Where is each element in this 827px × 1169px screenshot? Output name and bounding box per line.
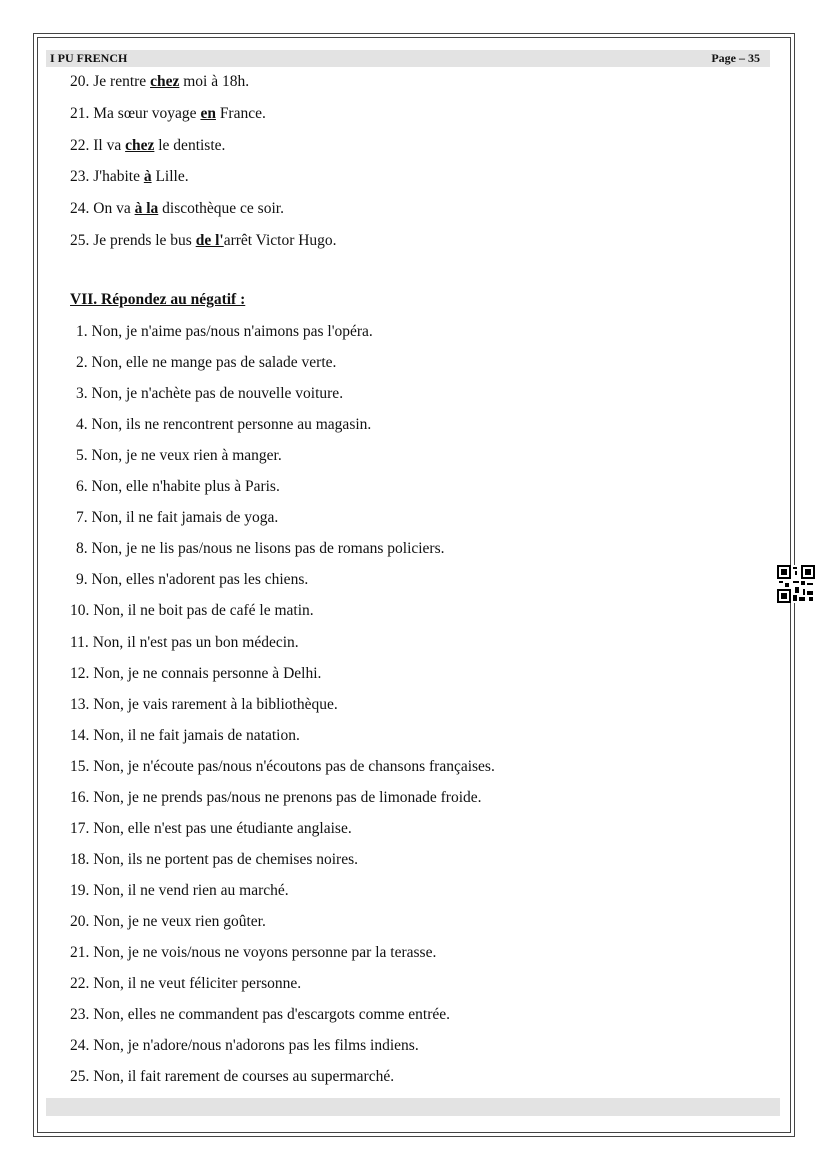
answer-line bbox=[70, 881, 289, 901]
section-heading: VII. Répondez au négatif : bbox=[70, 291, 246, 308]
answer-line bbox=[76, 322, 373, 342]
answer-line bbox=[70, 943, 436, 963]
item-number: 22. bbox=[70, 136, 90, 154]
answer-text: Non, je ne veux rien goûter. bbox=[93, 912, 266, 930]
item-number: 10. bbox=[70, 602, 90, 620]
prev-answer-line bbox=[70, 199, 284, 219]
preposition-answer: en bbox=[200, 104, 216, 122]
answer-line bbox=[76, 353, 336, 373]
answer-line bbox=[76, 446, 282, 466]
line-text: le dentiste. bbox=[154, 136, 226, 154]
line-text: discothèque ce soir. bbox=[158, 200, 284, 218]
item-number: 24. bbox=[70, 200, 90, 218]
answer-line bbox=[70, 819, 352, 839]
item-number: 25. bbox=[70, 232, 90, 249]
item-number: 8. bbox=[76, 540, 88, 558]
item-number: 20. bbox=[70, 73, 90, 90]
answer-line bbox=[76, 477, 280, 497]
answer-text: Non, ils ne rencontrent personne au magasin. bbox=[91, 416, 372, 434]
line-text: arrêt Victor Hugo. bbox=[223, 232, 337, 249]
line-text: J'habite bbox=[93, 168, 144, 186]
answer-text: Non, elles ne commandent pas d'escargots comme entrée. bbox=[93, 1006, 450, 1024]
line-text: On va bbox=[93, 200, 135, 218]
preposition-answer: chez bbox=[125, 136, 155, 154]
line-text: Il va bbox=[93, 136, 126, 154]
answer-text: Non, je ne connais personne à Delhi. bbox=[93, 664, 322, 682]
answer-text: Non, elle ne mange pas de salade verte. bbox=[91, 354, 337, 372]
header-bar bbox=[46, 50, 770, 67]
answer-text: Non, je ne lis pas/nous ne lisons pas de romans policiers. bbox=[91, 540, 445, 558]
item-number: 15. bbox=[70, 757, 90, 775]
page-number: Page – 35 bbox=[711, 51, 760, 65]
answer-text: Non, ils ne portent pas de chemises noires. bbox=[93, 850, 358, 868]
line-text: Lille. bbox=[151, 168, 189, 186]
answer-line bbox=[70, 1036, 419, 1056]
preposition-answer: chez bbox=[150, 73, 180, 90]
line-text: Je rentre bbox=[93, 73, 151, 90]
answer-line bbox=[70, 1067, 394, 1087]
course-title: I PU FRENCH bbox=[50, 51, 128, 65]
answer-line bbox=[76, 508, 278, 528]
prev-answer-line bbox=[70, 231, 337, 251]
answer-text: Non, je ne veux rien à manger. bbox=[91, 447, 282, 465]
preposition-answer: de l' bbox=[195, 232, 224, 249]
line-text: France. bbox=[215, 104, 266, 122]
item-number: 24. bbox=[70, 1037, 90, 1055]
preposition-answer: à la bbox=[134, 200, 159, 218]
answer-text: Non, il fait rarement de courses au supermarché. bbox=[93, 1068, 395, 1086]
item-number: 1. bbox=[76, 323, 88, 340]
line-text: Ma sœur voyage bbox=[93, 104, 201, 122]
answer-line bbox=[70, 664, 321, 684]
item-number: 5. bbox=[76, 447, 88, 465]
item-number: 22. bbox=[70, 975, 90, 993]
item-number: 9. bbox=[76, 571, 88, 589]
answer-text: Non, je n'adore/nous n'adorons pas les films indiens. bbox=[93, 1037, 419, 1055]
answer-text: Non, elle n'habite plus à Paris. bbox=[91, 478, 280, 496]
prev-answer-line bbox=[70, 136, 225, 156]
line-text: Je prends le bus bbox=[93, 232, 196, 249]
prev-answer-line bbox=[70, 167, 189, 187]
prev-answer-line bbox=[70, 104, 266, 124]
answer-text: Non, il ne fait jamais de yoga. bbox=[91, 509, 279, 527]
answer-line bbox=[70, 974, 301, 994]
answer-line bbox=[76, 384, 343, 404]
answer-line bbox=[76, 415, 371, 435]
answer-line bbox=[70, 695, 338, 715]
prev-answer-line bbox=[70, 72, 249, 92]
answer-text: Non, il ne vend rien au marché. bbox=[93, 881, 289, 899]
item-number: 17. bbox=[70, 819, 90, 837]
answer-text: Non, je n'écoute pas/nous n'écoutons pas de chansons françaises. bbox=[93, 757, 495, 775]
item-number: 14. bbox=[70, 726, 90, 744]
answer-text: Non, je ne prends pas/nous ne prenons pas de limonade froide. bbox=[93, 788, 482, 806]
item-number: 2. bbox=[76, 354, 88, 372]
answer-text: Non, il ne boit pas de café le matin. bbox=[93, 602, 314, 620]
answer-text: Non, je n'aime pas/nous n'aimons pas l'opéra. bbox=[91, 323, 373, 340]
answer-line bbox=[70, 633, 299, 653]
item-number: 21. bbox=[70, 104, 90, 122]
item-number: 18. bbox=[70, 850, 90, 868]
item-number: 3. bbox=[76, 385, 88, 403]
item-number: 12. bbox=[70, 664, 90, 682]
answer-line bbox=[76, 570, 308, 590]
item-number: 25. bbox=[70, 1068, 90, 1086]
answer-line bbox=[70, 788, 482, 808]
item-number: 23. bbox=[70, 168, 90, 186]
item-number: 7. bbox=[76, 509, 88, 527]
item-number: 20. bbox=[70, 912, 90, 930]
footer-bar bbox=[46, 1098, 780, 1116]
item-number: 23. bbox=[70, 1006, 90, 1024]
answer-line bbox=[70, 757, 495, 777]
item-number: 4. bbox=[76, 416, 88, 434]
answer-text: Non, elle n'est pas une étudiante anglaise. bbox=[93, 819, 352, 837]
item-number: 6. bbox=[76, 478, 88, 496]
qr-code-icon bbox=[777, 565, 815, 603]
answer-text: Non, il n'est pas un bon médecin. bbox=[92, 633, 299, 651]
answer-text: Non, je ne vois/nous ne voyons personne par la terasse. bbox=[93, 944, 437, 961]
answer-line bbox=[70, 601, 314, 621]
item-number: 19. bbox=[70, 881, 90, 899]
answer-text: Non, il ne veut féliciter personne. bbox=[93, 975, 302, 993]
answer-line bbox=[76, 539, 445, 559]
line-text: moi à 18h. bbox=[179, 73, 250, 90]
answer-text: Non, je n'achète pas de nouvelle voiture. bbox=[91, 385, 344, 403]
preposition-answer: à bbox=[143, 168, 152, 186]
answer-line bbox=[70, 912, 266, 932]
item-number: 13. bbox=[70, 695, 90, 713]
answer-line bbox=[70, 726, 300, 746]
answer-line bbox=[70, 1005, 450, 1025]
answer-line bbox=[70, 850, 358, 870]
item-number: 16. bbox=[70, 788, 90, 806]
answer-text: Non, il ne fait jamais de natation. bbox=[93, 726, 300, 744]
answer-text: Non, elles n'adorent pas les chiens. bbox=[91, 571, 309, 589]
item-number: 21. bbox=[70, 944, 90, 961]
item-number: 11. bbox=[70, 633, 89, 651]
answer-text: Non, je vais rarement à la bibliothèque. bbox=[93, 695, 338, 713]
